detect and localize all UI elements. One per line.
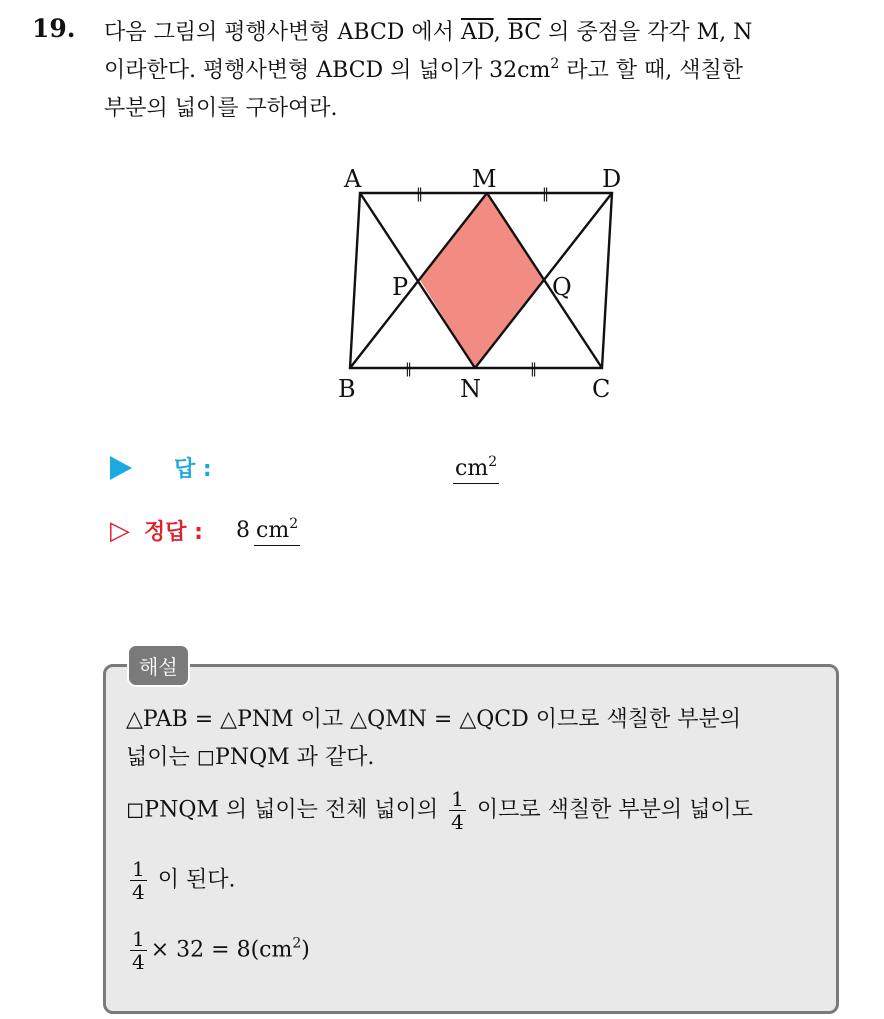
solution-line-3: ◻PNQM 의 넓이는 전체 넓이의 $\frac{1}{4}$ 이므로 색칠한 부분의 넓이도 xyxy=(126,787,753,834)
solution-line-1: △PAB = △PNM 이고 △QMN = △QCD 이므로 색칠한 부분의 xyxy=(126,707,741,732)
question-line-3: 부분의 넓이를 구하여라. xyxy=(104,96,338,121)
point-label-p: P xyxy=(392,273,409,301)
fraction-one-quarter: $\frac{1}{4}$ xyxy=(132,857,145,904)
shaded-rhombus xyxy=(420,193,543,368)
vertex-label-a: A xyxy=(344,165,362,193)
question-line-2: 이라한다. 평행사변형 ABCD 의 넓이가 $32cm^2$ 라고 할 때, 색칠한 xyxy=(104,56,744,83)
play-icon xyxy=(110,456,132,480)
answer-blank-unit[interactable]: $cm^2$ xyxy=(453,456,499,484)
fraction-one-quarter: $\frac{1}{4}$ xyxy=(132,927,145,974)
tick-am: ‖ xyxy=(416,186,423,202)
vertex-label-d: D xyxy=(602,165,622,193)
segment-ad: $\overline{AD}$ xyxy=(460,20,494,45)
question-line-1: 다음 그림의 평행사변형 ABCD 에서 $\overline{AD}$, $\overline{BC}$ 의 중점을 각각 M, N xyxy=(104,20,753,45)
solution-line-4: $\frac{1}{4}$ 이 된다. xyxy=(132,857,236,904)
solution-line-2: 넓이는 ◻PNQM 과 같다. xyxy=(126,745,375,770)
fraction-one-quarter: $\frac{1}{4}$ xyxy=(451,787,464,834)
outline-triangle-icon: ▷ xyxy=(110,515,130,546)
answer-row xyxy=(110,452,212,483)
parallelogram-figure xyxy=(330,160,650,410)
question-number: 19. xyxy=(32,14,76,43)
vertex-label-b: B xyxy=(338,375,356,403)
correct-answer-value: 8 $cm^2$ xyxy=(236,518,300,543)
correct-answer-label: 정답 : xyxy=(144,520,203,545)
correct-answer-row xyxy=(110,515,203,546)
tick-bn: ‖ xyxy=(405,361,412,377)
solution-line-5: $\frac{1}{4}$ × $32 = 8(cm^2)$ xyxy=(132,927,310,974)
vertex-label-n: N xyxy=(460,375,481,403)
solution-title: 해설 xyxy=(127,644,190,687)
tick-md: ‖ xyxy=(542,186,549,202)
question-text xyxy=(104,14,864,128)
vertex-label-c: C xyxy=(592,375,611,403)
point-label-q: Q xyxy=(552,273,572,301)
answer-label: 답 : xyxy=(174,457,212,482)
segment-bc: $\overline{BC}$ xyxy=(507,20,542,45)
vertex-label-m: M xyxy=(472,165,497,193)
tick-nc: ‖ xyxy=(530,361,537,377)
